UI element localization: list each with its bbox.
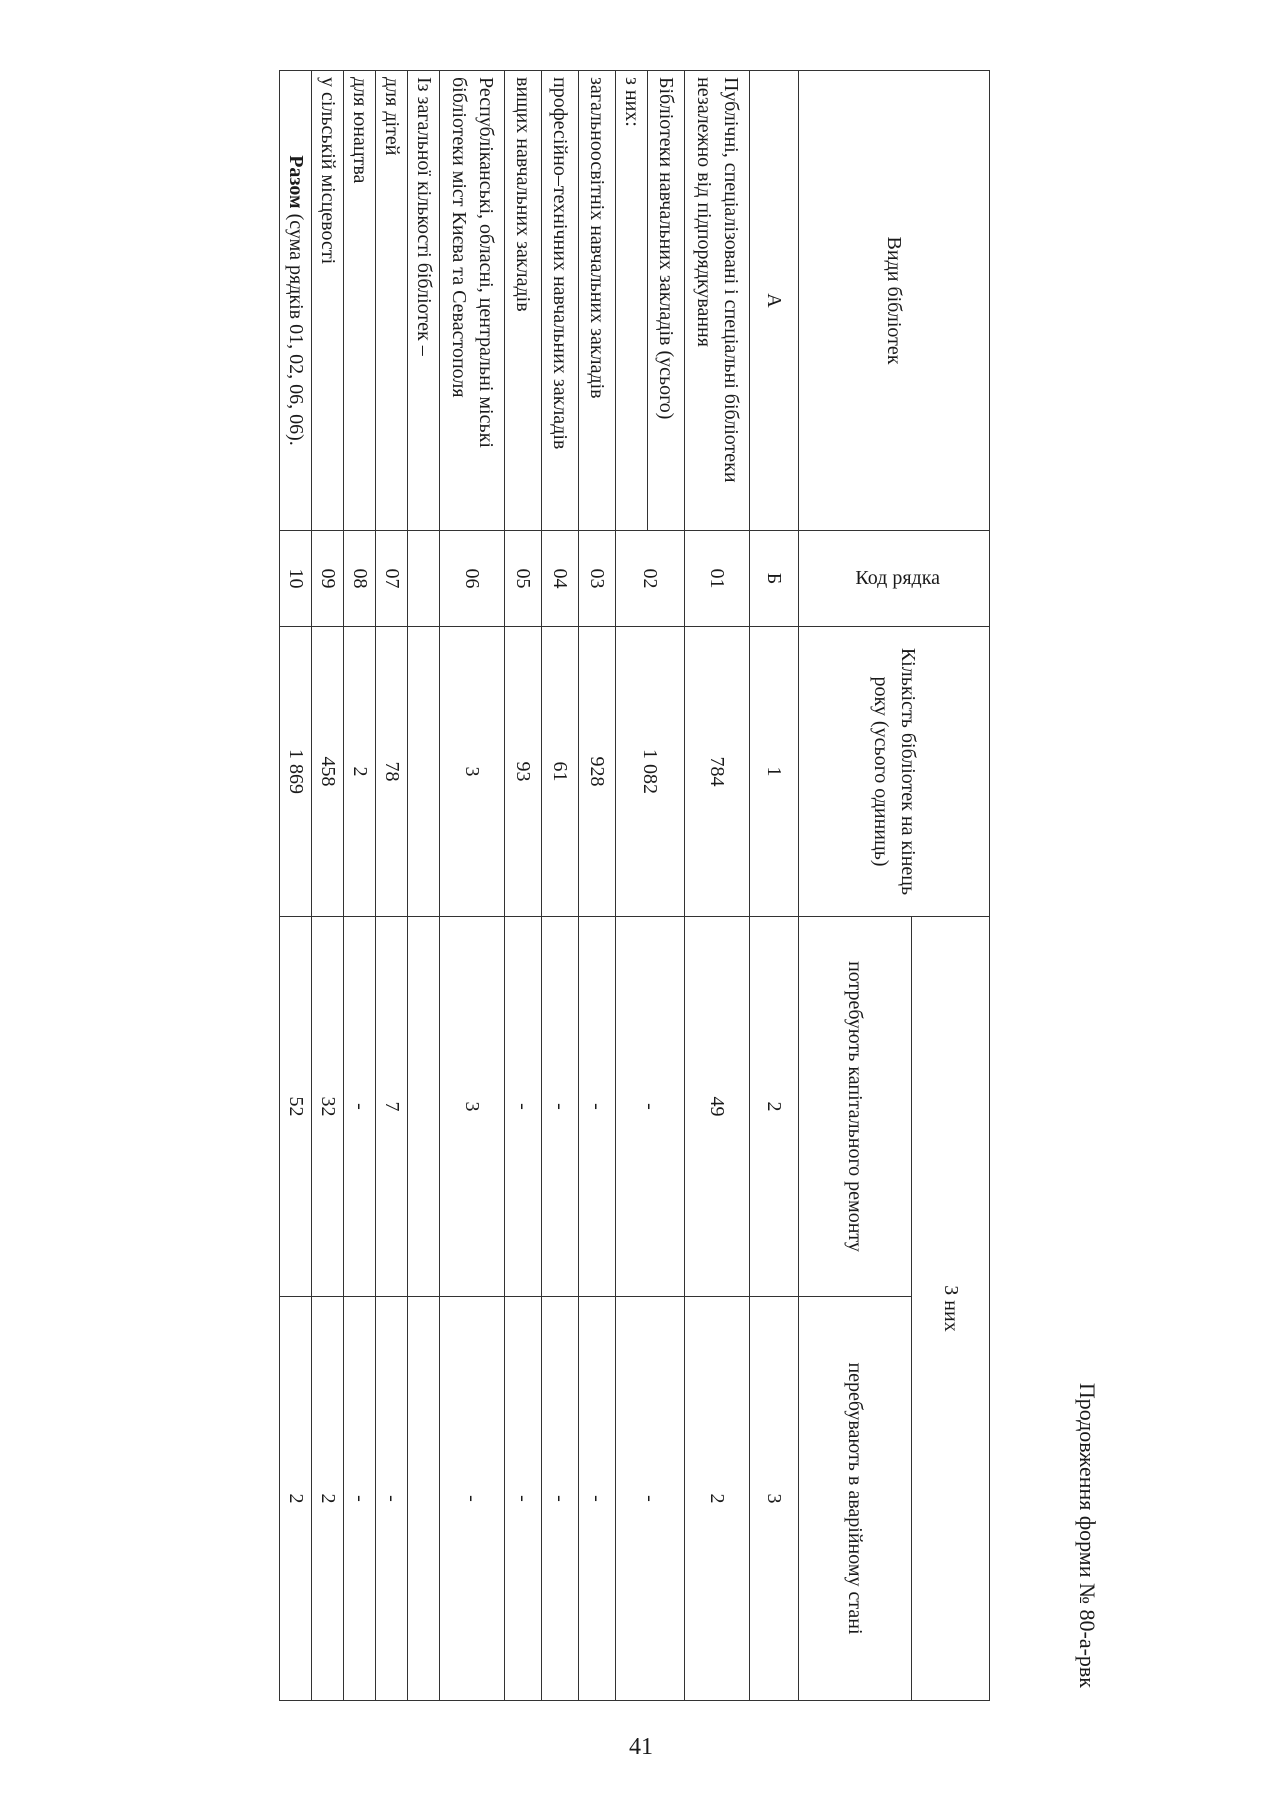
row-label: з них: <box>616 71 648 531</box>
cell-repair: - <box>542 917 579 1297</box>
total-label-note: (сума рядків 01, 02, 06, 06). <box>285 208 307 446</box>
cell-repair: - <box>579 917 616 1297</box>
row-label: у сільській місцевості <box>312 71 344 531</box>
col-number: Б <box>750 531 799 627</box>
row-code: 02 <box>616 531 685 627</box>
row-label: професійно–технічних навчальних закладів <box>542 71 579 531</box>
row-label: загальноосвітніх навчальних закладів <box>579 71 616 531</box>
col-number: 1 <box>750 627 799 917</box>
cell-repair: 3 <box>440 917 505 1297</box>
row-code: 04 <box>542 531 579 627</box>
row-label: вищих навчальних закладів <box>505 71 542 531</box>
col-number: 2 <box>750 917 799 1297</box>
column-numbers-row <box>750 71 799 1701</box>
row-code: 03 <box>579 531 616 627</box>
cell-count: 2 <box>344 627 376 917</box>
cell-repair: 49 <box>685 917 750 1297</box>
table-row <box>440 71 505 1701</box>
col-number: А <box>750 71 799 531</box>
table-row <box>579 71 616 1701</box>
cell-count: 93 <box>505 627 542 917</box>
row-code <box>408 531 440 627</box>
row-label: для юнацтва <box>344 71 376 531</box>
row-code: 08 <box>344 531 376 627</box>
cell-emergency: 2 <box>312 1297 344 1701</box>
cell-repair: - <box>344 917 376 1297</box>
cell-count: 1 082 <box>616 627 685 917</box>
cell-emergency: - <box>579 1297 616 1701</box>
header-library-types: Види бібліотек <box>799 71 990 531</box>
cell-emergency: 2 <box>685 1297 750 1701</box>
header-emergency: перебувають в аварійному стані <box>799 1297 912 1701</box>
cell-repair: - <box>505 917 542 1297</box>
row-label <box>280 71 312 531</box>
row-code: 10 <box>280 531 312 627</box>
form-continuation-caption: Продовження форми № 80-а-рвк <box>1075 1382 1100 1688</box>
row-label: Бібліотеки навчальних закладів (усього) <box>648 71 685 531</box>
total-label: Разом <box>285 155 307 209</box>
row-code: 01 <box>685 531 750 627</box>
table-row <box>542 71 579 1701</box>
cell-count: 458 <box>312 627 344 917</box>
table-row <box>312 71 344 1701</box>
cell-count: 1 869 <box>280 627 312 917</box>
row-label: Республіканські, обласні, центральні міські бібліотеки міст Києва та Севастополя <box>440 71 505 531</box>
col-number: 3 <box>750 1297 799 1701</box>
cell-emergency: - <box>542 1297 579 1701</box>
cell-count: 78 <box>376 627 408 917</box>
table-row <box>685 71 750 1701</box>
cell-count: 784 <box>685 627 750 917</box>
header-of-them: З них <box>912 917 990 1701</box>
table-row <box>648 71 685 1701</box>
header-library-count: Кількість бібліотек на кінець року (усього одиниць) <box>799 627 990 917</box>
cell-repair: 52 <box>280 917 312 1297</box>
cell-emergency: - <box>376 1297 408 1701</box>
row-code: 09 <box>312 531 344 627</box>
cell-emergency: - <box>616 1297 685 1701</box>
table-row <box>408 71 440 1701</box>
cell-emergency: - <box>505 1297 542 1701</box>
cell-emergency <box>408 1297 440 1701</box>
table-row-total <box>280 71 312 1701</box>
row-label: Публічні, спеціалізовані і спеціальні бібліотеки незалежно від підпорядкування <box>685 71 750 531</box>
cell-emergency: - <box>344 1297 376 1701</box>
cell-repair: 7 <box>376 917 408 1297</box>
header-need-repair: потребують капітального ремонту <box>799 917 912 1297</box>
cell-emergency: 2 <box>280 1297 312 1701</box>
cell-emergency: - <box>440 1297 505 1701</box>
cell-count: 3 <box>440 627 505 917</box>
cell-repair <box>408 917 440 1297</box>
cell-count <box>408 627 440 917</box>
page-number: 41 <box>629 1734 653 1760</box>
cell-repair: 32 <box>312 917 344 1297</box>
libraries-table <box>279 70 990 1701</box>
row-label: для дітей <box>376 71 408 531</box>
rotated-page <box>270 70 1100 1700</box>
row-code: 05 <box>505 531 542 627</box>
cell-count: 928 <box>579 627 616 917</box>
cell-count: 61 <box>542 627 579 917</box>
table-row <box>376 71 408 1701</box>
row-code: 07 <box>376 531 408 627</box>
row-label: Із загальної кількості бібліотек – <box>408 71 440 531</box>
table-row <box>505 71 542 1701</box>
table-row <box>344 71 376 1701</box>
cell-repair: - <box>616 917 685 1297</box>
row-code: 06 <box>440 531 505 627</box>
header-row-code: Код рядка <box>799 531 990 627</box>
